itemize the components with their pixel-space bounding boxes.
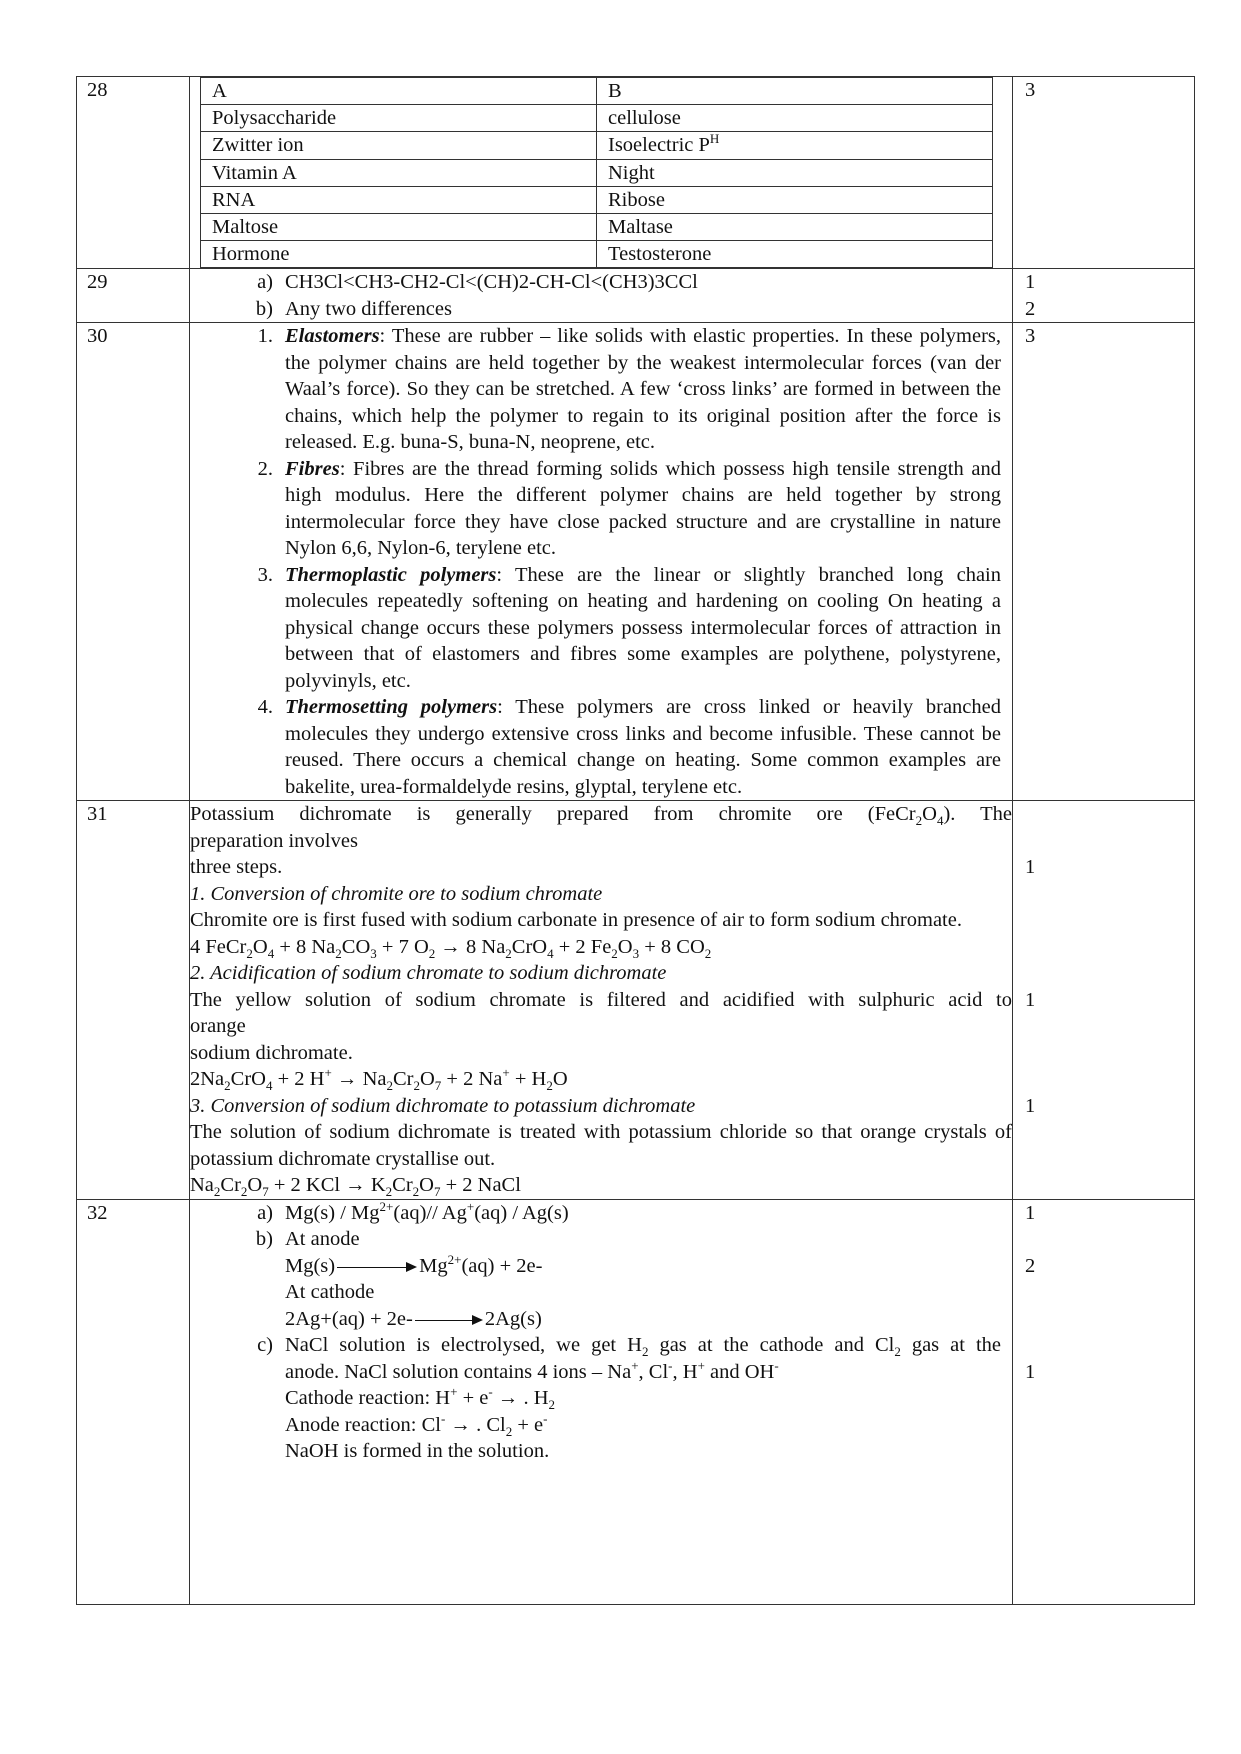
item-number: 3. [257,563,273,586]
match-cell-a: Hormone [201,241,597,268]
match-cell-b-text: Isoelectric P [608,134,710,157]
mark: 3 [1025,79,1036,101]
intro-line: preparation involves [190,829,358,852]
mark: 3 [1025,325,1036,348]
anode-reaction: Anode reaction: Cl- → . $Cl_2 + e^-$ [285,1410,548,1439]
part-text: Any two differences [285,297,452,320]
polymer-term: Thermosetting polymers [285,696,498,719]
part-label: a) [257,271,273,294]
polymer-term: Thermoplastic polymers [285,563,497,586]
answer-part-c [190,1332,1012,1465]
chemical-equation: $Na_2Cr_2O_7 + 2$ KCl → $K_2Cr_2O_7 + 2$ NaCl [190,1174,521,1200]
electrolysis-text: anode. NaCl solution contains 4 ions – Na+, Cl-, H+ and OH- [285,1357,779,1383]
question-number: 30 [77,323,190,801]
match-cell-a: Polysaccharide [201,105,597,132]
polymer-term: Fibres [285,457,340,480]
match-header-row [201,78,993,105]
column-b-header: B [597,78,993,105]
question-number: 28 [77,77,190,269]
match-cell-a: Maltose [201,213,597,240]
step-text: orange [190,1015,246,1038]
part-label: c) [257,1334,273,1357]
cathode-reaction: Cathode reaction: H+ + e- → . $H_2$ [285,1384,556,1413]
anode-heading: At anode [285,1228,360,1251]
match-cell-b: cellulose [597,105,993,132]
match-cell-b: Maltase [597,213,993,240]
polymer-item [190,323,1012,456]
intro-line: Potassium dichromate is generally prepared from chromite ore $(FeCr_2O_4)$. The [190,803,1013,829]
match-row [201,159,993,186]
question-row-29 [77,269,1195,323]
match-cell-a: Zwitter ion [201,132,597,159]
mark: 1 [1025,988,1036,1011]
polymer-term: Elastomers [285,325,380,348]
part-label: a) [257,1201,273,1224]
match-cell-a: RNA [201,186,597,213]
match-row [201,241,993,268]
ph-superscript: H [709,131,720,147]
match-cell-b: Night [597,159,993,186]
item-number: 1. [257,325,273,348]
naoh-note: NaOH is formed in the solution. [285,1440,550,1463]
mark: 1 [1025,1201,1036,1224]
match-row [201,186,993,213]
step-text: Chromite ore is first fused with sodium carbonate in presence of air to form sodium chromate. [190,909,962,932]
marks-cell [1013,801,1195,1200]
mark: 1 [1025,1094,1036,1117]
match-cell-b: Testosterone [597,241,993,268]
step-title: 3. Conversion of sodium dichromate to potassium dichromate [190,1094,696,1117]
polymer-description: : These are rubber – like solids with elastic properties. In these polymers, the polymer chains are held together by the weakest intermolecular forces (van der Waal’s force). So they can be stretched. A few ‘cross links’ are formed in between the chains, which help the polymer to regain to its original position after the force is released. E.g. buna-S, buna-N, neoprene, etc. [285,325,1001,454]
mark: 1 [1025,1360,1036,1383]
match-cell-b [597,132,993,159]
marks-cell [1013,1199,1195,1604]
polymer-item [190,694,1012,800]
polymer-item [190,456,1012,562]
item-number: 4. [257,696,273,719]
polymer-item [190,562,1012,695]
match-row [201,132,993,159]
match-cell-b: Ribose [597,186,993,213]
mark: 1 [1025,856,1036,879]
answer-part-a [190,269,1012,296]
question-row-30 [77,323,1195,801]
step-title: 1. Conversion of chromite ore to sodium chromate [190,882,603,905]
anode-equation: Mg(s) $Mg^{2+}(aq) + 2e-$ [285,1251,543,1277]
answer-part-a [190,1200,1012,1227]
question-row-28 [77,77,1195,269]
answer-part-b [190,1226,1012,1332]
answer-part-b [190,296,1012,323]
column-a-header: A [201,78,597,105]
chloride-order: CH3Cl<CH3-CH2-Cl<(CH)2-CH-Cl<(CH3)3CCl [285,271,698,294]
mark: 2 [1025,297,1036,320]
match-table [200,77,993,268]
polymer-description: : Fibres are the thread forming solids which possess high tensile strength and high modulus. Here the different polymer chains are held together by strong intermolecular force they have close packed structure and are crystalline in nature Nylon 6,6, Nylon-6, terylene etc. [285,457,1001,560]
answer-key-table [76,76,1195,1605]
match-row [201,213,993,240]
mark: 2 [1025,1254,1036,1277]
polymer-description: : These polymers are cross linked or heavily branched molecules they undergo extensive cross links and become infusible. These cannot be reused. There occurs a chemical change on heating. Some common examples are bakelite, urea-formaldelyde resins, glyptal, terylene etc. [285,696,1001,798]
marks-cell [1013,269,1195,323]
step-text: The yellow solution of sodium chromate is filtered and acidified with sulphuric acid to [190,988,1012,1011]
marks-cell [1013,323,1195,801]
question-row-32 [77,1199,1195,1604]
cathode-heading: At cathode [285,1281,375,1304]
step-title: 2. Acidification of sodium chromate to sodium dichromate [190,962,667,985]
polymer-description: : These are the linear or slightly branched long chain molecules repeatedly softening on heating and hardening on cooling On heating a physical change occurs these polymers possess intermolecular forces of attraction in between that of elastomers and fibres some examples are polythene, polystyrene, polyvinyls, etc. [285,563,1001,692]
match-row [201,105,993,132]
question-number: 29 [77,269,190,323]
question-number: 31 [77,801,190,1200]
intro-line: three steps. [190,856,283,879]
match-cell-a: Vitamin A [201,159,597,186]
step-text: sodium dichromate. [190,1041,353,1064]
step-text: The solution of sodium dichromate is treated with potassium chloride so that orange crystals of potassium dichromate crystallise out. [190,1121,1012,1170]
chemical-equation: 4 $FeCr_2O_4 + 8$ $Na_2CO_3 + 7$ $O_2 \to 8$ $Na_2CrO_4 + 2$ $Fe_2O_3 + 8$ $CO_2$ [190,935,712,961]
item-number: 2. [257,457,273,480]
chemical-equation: $2Na_2CrO_4 + 2$ $H^+ \to Na_2Cr_2O_7 + 2$ $Na^+ + H_2O$ [190,1065,568,1094]
mark: 1 [1025,271,1036,294]
part-label: b) [255,1228,273,1251]
part-label: b) [255,297,273,320]
reaction-arrow [337,1262,417,1272]
electrolysis-text: NaCl solution is electrolysed, we get $H_2$ gas at the cathode and $Cl_2$ gas at the [285,1334,1001,1360]
question-number: 32 [77,1199,190,1604]
question-row-31 [77,801,1195,1200]
reaction-arrow [415,1315,483,1325]
cell-notation: $Mg(s) / Mg^{2+}(aq)//$ Ag+(aq) / Ag(s) [285,1198,569,1224]
marks-cell [1013,77,1195,269]
cathode-equation: 2Ag+(aq) + 2e- 2Ag(s) [285,1307,542,1330]
